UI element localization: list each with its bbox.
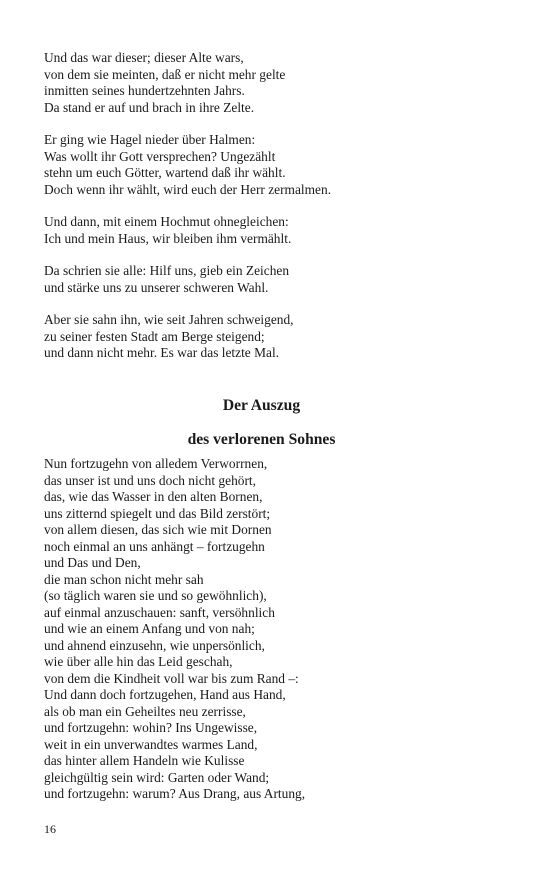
verse-line: das hinter allem Handeln wie Kulisse [44, 753, 245, 768]
verse-line: noch einmal an uns anhängt – fortzugehn [44, 538, 265, 554]
verse-line: und fortzugehn: warum? Aus Drang, aus Artung, [44, 786, 306, 801]
stanza [44, 132, 514, 198]
verse-line: und Das und Den, [44, 555, 141, 570]
verse-line: und fortzugehn: wohin? Ins Ungewisse, [44, 720, 258, 735]
stanza [44, 263, 514, 296]
verse-line: Und dann, mit einem Hochmut ohnegleichen: [44, 214, 289, 229]
poem-title-line-1: Der Auszug [222, 397, 301, 414]
verse-line: Doch wenn ihr wählt, wird euch der Herr zermalmen. [44, 181, 332, 197]
verse-line: auf einmal anzuschauen: sanft, versöhnlich [44, 604, 275, 620]
verse-line: die man schon nicht mehr sah [44, 571, 204, 587]
verse-line: und stärke uns zu unserer schweren Wahl. [44, 279, 269, 295]
verse-line: uns zitternd spiegelt und das Bild zerstört; [44, 505, 271, 521]
verse-line: das, wie das Wasser in den alten Bornen, [44, 489, 263, 504]
verse-line: gleichgültig sein wird: Garten oder Wand; [44, 769, 270, 785]
poem-continuation [44, 50, 514, 378]
verse-line: Und das war dieser; dieser Alte wars, [44, 50, 244, 65]
verse-line: Da stand er auf und brach in ihre Zelte. [44, 99, 255, 115]
stanza [44, 312, 514, 362]
verse-line: wie über alle hin das Leid geschah, [44, 654, 233, 669]
verse-line: als ob man ein Geheiltes neu zerrisse, [44, 703, 246, 719]
verse-line: und wie an einem Anfang und von nah; [44, 621, 255, 636]
verse-line: Nun fortzugehn von alledem Verworrnen, [44, 456, 268, 471]
poem-title-line-2: des verlorenen Sohnes [187, 431, 336, 448]
verse-line: inmitten seines hundertzehnten Jahrs. [44, 83, 245, 98]
verse-line: das unser ist und uns doch nicht gehört, [44, 472, 256, 488]
verse-line: Was wollt ihr Gott versprechen? Ungezählt [44, 148, 276, 164]
verse-line: weit in ein unverwandtes warmes Land, [44, 736, 258, 752]
verse-line: stehn um euch Götter, wartend daß ihr wählt. [44, 165, 286, 180]
verse-line: (so täglich waren sie und so gewöhnlich), [44, 588, 267, 603]
verse-line: und ahnend einzusehn, wie unpersönlich, [44, 637, 265, 653]
verse-line: zu seiner festen Stadt am Berge steigend; [44, 328, 265, 344]
page-number: 16 [44, 822, 56, 836]
verse-line: Aber sie sahn ihn, wie seit Jahren schweigend, [44, 312, 294, 327]
verse-line: Da schrien sie alle: Hilf uns, gieb ein Zeichen [44, 263, 290, 278]
verse-line: Und dann doch fortzugehen, Hand aus Hand, [44, 687, 286, 702]
verse-line: und dann nicht mehr. Es war das letzte Mal. [44, 345, 280, 360]
stanza [44, 214, 514, 247]
stanza [44, 50, 514, 116]
poem-body [44, 456, 514, 803]
verse-line: Ich und mein Haus, wir bleiben ihm vermählt. [44, 230, 292, 246]
verse-line: von dem sie meinten, daß er nicht mehr gelte [44, 66, 286, 82]
verse-line: Er ging wie Hagel nieder über Halmen: [44, 132, 256, 147]
verse-line: von allem diesen, das sich wie mit Dornen [44, 522, 272, 537]
verse-line: von dem die Kindheit voll war bis zum Rand –: [44, 670, 299, 686]
